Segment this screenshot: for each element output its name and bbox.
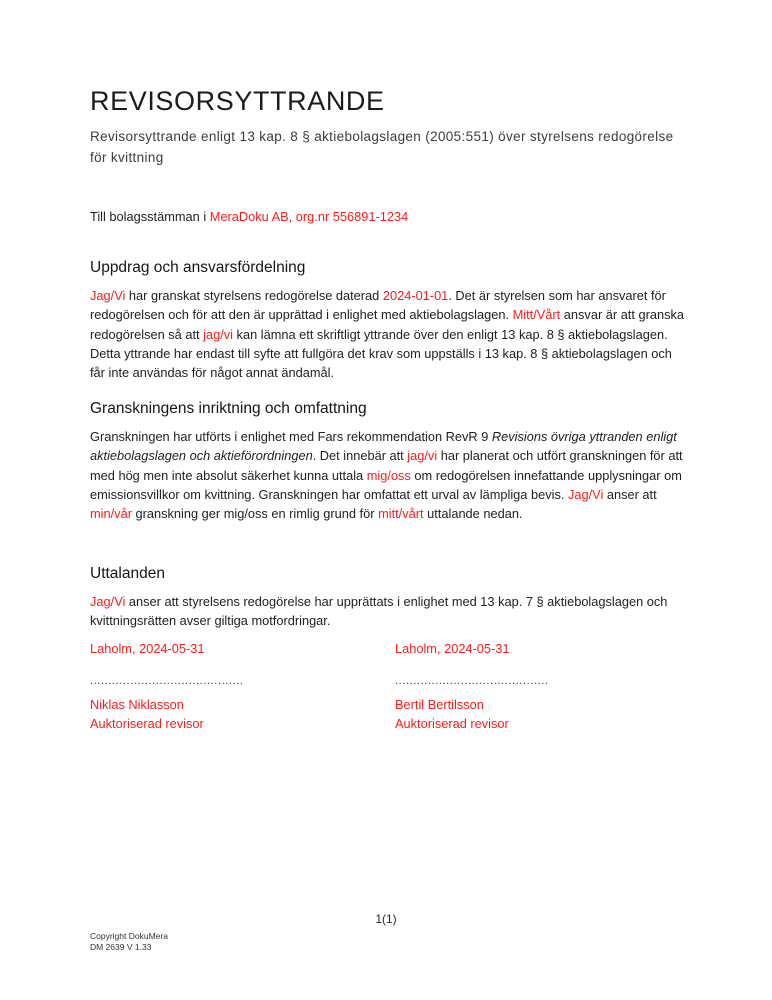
body-text-run: anser att styrelsens redogörelse har upprättats i enlighet med 13 kap. 7 § aktiebolagslagen och kvittningsrätten avser giltiga motfordringar.	[90, 594, 668, 629]
body-text-run: ansvar är att granska redogörelsen så att	[90, 307, 684, 342]
body-text-run: har planerat och utfört granskningen för att med hög men inte absolut säkerhet kunna uttala	[90, 448, 683, 483]
copyright-line: Copyright DokuMera	[90, 931, 168, 941]
body-text-run: granskning ger mig/oss en rimlig grund för	[131, 506, 379, 522]
highlighted-field-text: Jag/Vi	[90, 288, 126, 303]
body-text-run: kan lämna ett skriftligt yttrande över den enligt 13 kap. 8 § aktiebolagslagen. Detta yttrande har endast till syfte att fullgöra det krav som uppställs i 13 kap. 8 § aktiebolagslagen och får inte användas för något annat ändamål.	[90, 326, 672, 381]
highlighted-field-text: MeraDoku AB, org.nr 556891-1234	[209, 209, 409, 224]
section-heading-uttalanden: Uttalanden	[90, 565, 165, 582]
signature-name: Bertil Bertilsson	[395, 697, 484, 712]
signature-role: Auktoriserad revisor	[90, 716, 204, 731]
highlighted-field-text: min/vår	[90, 506, 132, 522]
body-text-run: Revisions övriga yttranden enligt aktiebolagslagen och aktieförordningen	[90, 429, 677, 464]
signature-name: Niklas Niklasson	[90, 697, 184, 712]
signature-role: Auktoriserad revisor	[395, 716, 509, 731]
document-subtitle: Revisorsyttrande enligt 13 kap. 8 § aktiebolagslagen (2005:551) över styrelsens redogörelse för kvittning	[90, 129, 674, 165]
section-heading-uppdrag: Uppdrag och ansvarsfördelning	[90, 259, 306, 276]
copyright-block	[90, 931, 168, 953]
signature-area	[90, 641, 686, 733]
section-granskning	[90, 400, 684, 523]
body-text-run: . Det är styrelsen som har ansvaret för redogörelsen och för att den är upprättad i enlighet med aktiebolagslagen.	[90, 288, 666, 323]
signature-dotted-line: ..........................................	[395, 676, 549, 686]
document-title: REVISORSYTTRANDE	[90, 86, 385, 116]
body-text-run: har granskat styrelsens redogörelse daterad	[125, 288, 383, 303]
signature-place-date: Laholm, 2024-05-31	[395, 641, 510, 656]
page-number: 1(1)	[375, 912, 397, 926]
highlighted-field-text: Mitt/Vårt	[512, 307, 561, 323]
highlighted-field-text: jag/vi	[407, 448, 438, 464]
body-text-run: . Det innebär att	[312, 448, 408, 464]
body-text-run: Granskningen har utförts i enlighet med Fars rekommendation RevR 9	[90, 429, 492, 444]
highlighted-field-text: Jag/Vi	[90, 594, 126, 609]
signature-dotted-line: ..........................................	[90, 676, 244, 686]
highlighted-field-text: mitt/vårt	[378, 506, 424, 522]
section-uppdrag	[90, 259, 684, 382]
signature-block-left	[90, 641, 395, 733]
signature-place-date: Laholm, 2024-05-31	[90, 641, 205, 656]
section-uttalanden	[90, 565, 684, 631]
body-text-run: anser att	[603, 486, 657, 502]
document-version: DM 2639 V 1.33	[90, 942, 152, 952]
highlighted-field-text: mig/oss	[366, 467, 411, 483]
section-body-uppdrag	[90, 286, 684, 382]
highlighted-field-text: 2024-01-01	[382, 288, 449, 303]
section-body-granskning	[90, 427, 684, 523]
highlighted-field-text: jag/vi	[203, 326, 233, 342]
body-text-run: om redogörelsen innefattande upplysningar om emissionsvillkor om kvittning. Granskningen har omfattat ett urval av lämpliga bevis.	[90, 467, 682, 502]
section-heading-granskning: Granskningens inriktning och omfattning	[90, 400, 367, 417]
highlighted-field-text: Jag/Vi	[567, 486, 604, 502]
section-body-uttalanden	[90, 592, 684, 631]
recipient-line	[90, 209, 686, 224]
body-text-run: uttalande nedan.	[423, 506, 523, 522]
body-text-run: Till bolagsstämman i	[90, 209, 210, 224]
signature-block-right	[395, 641, 686, 733]
